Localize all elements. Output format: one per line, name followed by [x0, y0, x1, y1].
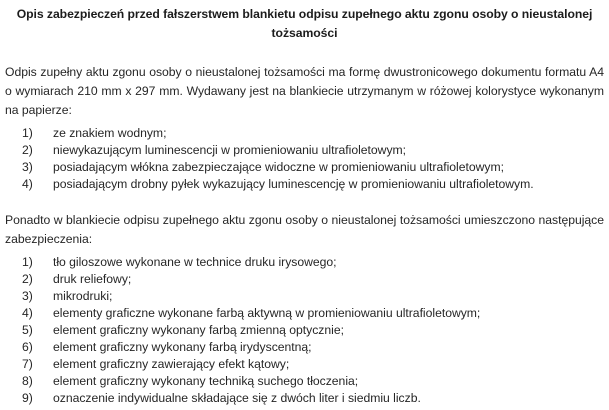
- list-item-text: posiadającym drobny pyłek wykazujący luminescencję w promieniowaniu ultrafioletowym.: [53, 177, 534, 191]
- list-item-number: 5): [22, 323, 33, 337]
- list-item: [5, 356, 604, 373]
- list-item-number: 4): [22, 306, 33, 320]
- list-item-text: element graficzny wykonany farbą zmienną optycznie;: [53, 323, 344, 337]
- list-item: [5, 142, 604, 159]
- list-item: [5, 288, 604, 305]
- list-item: [5, 176, 604, 193]
- list-item-text: tło giloszowe wykonane w technice druku irysowego;: [53, 255, 337, 269]
- list-item-text: element graficzny wykonany farbą irydyscentną;: [53, 340, 312, 354]
- list-item-number: 2): [22, 272, 33, 286]
- list-item: [5, 322, 604, 339]
- list-item: [5, 339, 604, 356]
- list-item: [5, 125, 604, 142]
- list-item: [5, 305, 604, 322]
- list-item-text: element graficzny zawierający efekt kątowy;: [53, 357, 290, 371]
- second-paragraph: Ponadto w blankiecie odpisu zupełnego aktu zgonu osoby o nieustalonej tożsamości umieszczono następujące zabezpieczenia:: [5, 213, 604, 246]
- list-item-text: posiadającym włókna zabezpieczające widoczne w promieniowaniu ultrafioletowym;: [53, 160, 504, 174]
- list-item-number: 3): [22, 160, 33, 174]
- list-item-text: ze znakiem wodnym;: [53, 126, 167, 140]
- paper-features-list: [5, 125, 604, 193]
- list-item-text: mikrodruki;: [53, 289, 113, 303]
- list-item-number: 3): [22, 289, 33, 303]
- list-item-text: oznaczenie indywidualne składające się z dwóch liter i siedmiu liczb.: [53, 391, 421, 405]
- list-item-number: 4): [22, 177, 33, 191]
- intro-paragraph: Odpis zupełny aktu zgonu osoby o nieustalonej tożsamości ma formę dwustronicowego dokumentu formatu A4 o wymiarach 210 mm x 297 mm. Wydawany jest na blankiecie utrzymanym w różowej kolorystyce wykonanym na papierze:: [5, 65, 604, 117]
- list-item-text: elementy graficzne wykonane farbą aktywną w promieniowaniu ultrafioletowym;: [53, 306, 481, 320]
- list-item-number: 7): [22, 357, 33, 371]
- document-title: Opis zabezpieczeń przed fałszerstwem blankietu odpisu zupełnego aktu zgonu osoby o nieustalonej tożsamości: [16, 7, 593, 40]
- list-item: [5, 271, 604, 288]
- list-item: [5, 254, 604, 271]
- list-item-text: druk reliefowy;: [53, 272, 132, 286]
- list-item-number: 6): [22, 340, 33, 354]
- list-item-number: 9): [22, 391, 33, 405]
- list-item: [5, 390, 604, 407]
- list-item: [5, 373, 604, 390]
- security-features-list: [5, 254, 604, 407]
- list-item-number: 1): [22, 255, 33, 269]
- list-item-text: niewykazującym luminescencji w promieniowaniu ultrafioletowym;: [53, 143, 407, 157]
- list-item: [5, 159, 604, 176]
- list-item-number: 8): [22, 374, 33, 388]
- list-item-number: 2): [22, 143, 33, 157]
- list-item-text: element graficzny wykonany techniką suchego tłoczenia;: [53, 374, 359, 388]
- list-item-number: 1): [22, 126, 33, 140]
